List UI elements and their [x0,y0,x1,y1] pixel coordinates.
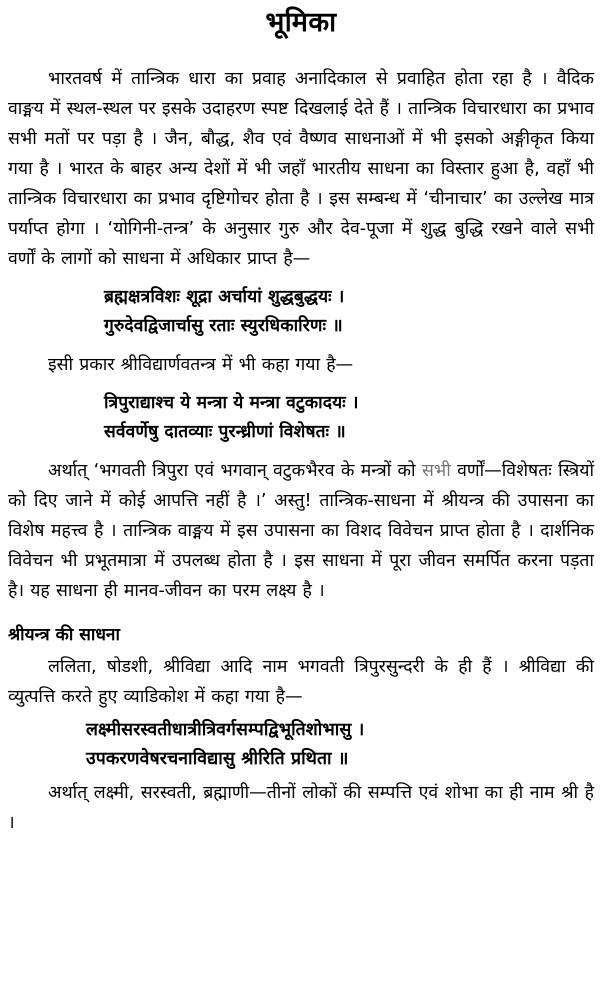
verse-block-yogini-tantra [8,283,594,341]
spacer-before-section-heading [8,606,594,622]
spacer-after-verse-1 [8,341,594,350]
paragraph-meaning-and-sriyantra [8,456,594,606]
verse-block-srividyarnavatantra [8,389,594,447]
page-title: भूमिका [265,7,337,38]
spacer-after-verse-2 [8,447,594,456]
paragraph-srividyarnavatantra-lead: इसी प्रकार श्रीविद्यार्णवतन्त्र में भी कहा गया है— [48,355,354,375]
paragraph-intro: भारतवर्ष में तान्त्रिक धारा का प्रवाह अनादिकाल से प्रवाहित होता रहा है । वैदिक वाङ्मय में स्थल-स्थल पर इसके उदाहरण स्पष्ट दिखलाई देते हैं । तान्त्रिक विचारधारा का प्रभाव सभी मतों पर पड़ा है । जैन, बौद्ध, शैव एवं वैष्णव साधनाओं में भी इसको अङ्गीकृत किया गया है । भारत के बाहर अन्य देशों में भी जहाँ भारतीय साधना का विस्तार हुआ है, वहाँ भी तान्त्रिक विचारधारा का प्रभाव दृष्टिगोचर होता है । इस सम्बन्ध में ‘चीनाचार’ का उल्लेख मात्र पर्याप्त होगा । ‘योगिनी-तन्त्र’ के अनुसार गुरु और देव-पूजा में शुद्ध बुद्धि रखने वाले सभी वर्णों के लागों को साधना में अधिकार प्राप्त है— [8,69,594,269]
verse-line: उपकरणवेषरचनाविद्यासु श्रीरिति प्रथिता ॥ [86,749,349,769]
section-heading-sriyantra-sadhana: श्रीयन्त्र की साधना [8,625,120,645]
verse-line: लक्ष्मीसरस्वतीधात्रीत्रिवर्गसम्पद्विभूतिशोभासु । [86,720,365,740]
verse-line: त्रिपुराद्याश्च ये मन्त्रा ये मन्त्रा वटुकादयः । [104,393,359,413]
faded-word-sabhi: सभी [421,461,451,481]
verse-line: सर्ववर्णेषु दातव्याः पुरन्ध्रीणां विशेषतः ॥ [104,422,346,442]
spacer-before-verse-2 [8,380,594,389]
verse-line: गुरुदेवद्विजार्चासु रताः स्युरधिकारिणः ॥ [104,316,343,336]
paragraph-closing-meaning: अर्थात् लक्ष्मी, सरस्वती, ब्रह्माणी—तीनों लोकों की सम्पत्ति एवं शोभा का ही नाम श्री है । [8,783,594,833]
spacer-before-verse-1 [8,274,594,283]
verse-block-vyadikosha [8,716,594,774]
spacer-after-title [8,40,594,64]
verse-line: ब्रह्मक्षत्रविशः शूद्रा अर्चायां शुद्धबुद्धयः । [104,287,345,307]
paragraph-srividya-names: ललिता, षोडशी, श्रीविद्या आदि नाम भगवती त्रिपुरसुन्दरी के ही हैं । श्रीविद्या की व्युत्पत्ति करते हुए व्याडिकोश में कहा गया है— [8,657,594,707]
document-page [0,6,600,991]
paragraph-meaning-part-a: अर्थात् ‘भगवती त्रिपुरा एवं भगवान् वटुकभैरव के मन्त्रों को [48,461,422,481]
paragraph-meaning-part-b: वर्णों—विशेषतः स्त्रियों को दिए जाने में कोई आपत्ति नहीं है ।’ अस्तु! तान्त्रिक-साधना में श्रीयन्त्र की उपासना का विशेष महत्त्व है । तान्त्रिक वाङ्मय में इस उपासना का विशद विवेचन प्राप्त होता है । दार्शनिक विवेचन भी प्रभूतमात्रा में उपलब्ध होता है । इस साधना में पूरा जीवन समर्पित करना पड़ता है। यह साधना ही मानव-जीवन का परम लक्ष्य है । [8,461,594,601]
